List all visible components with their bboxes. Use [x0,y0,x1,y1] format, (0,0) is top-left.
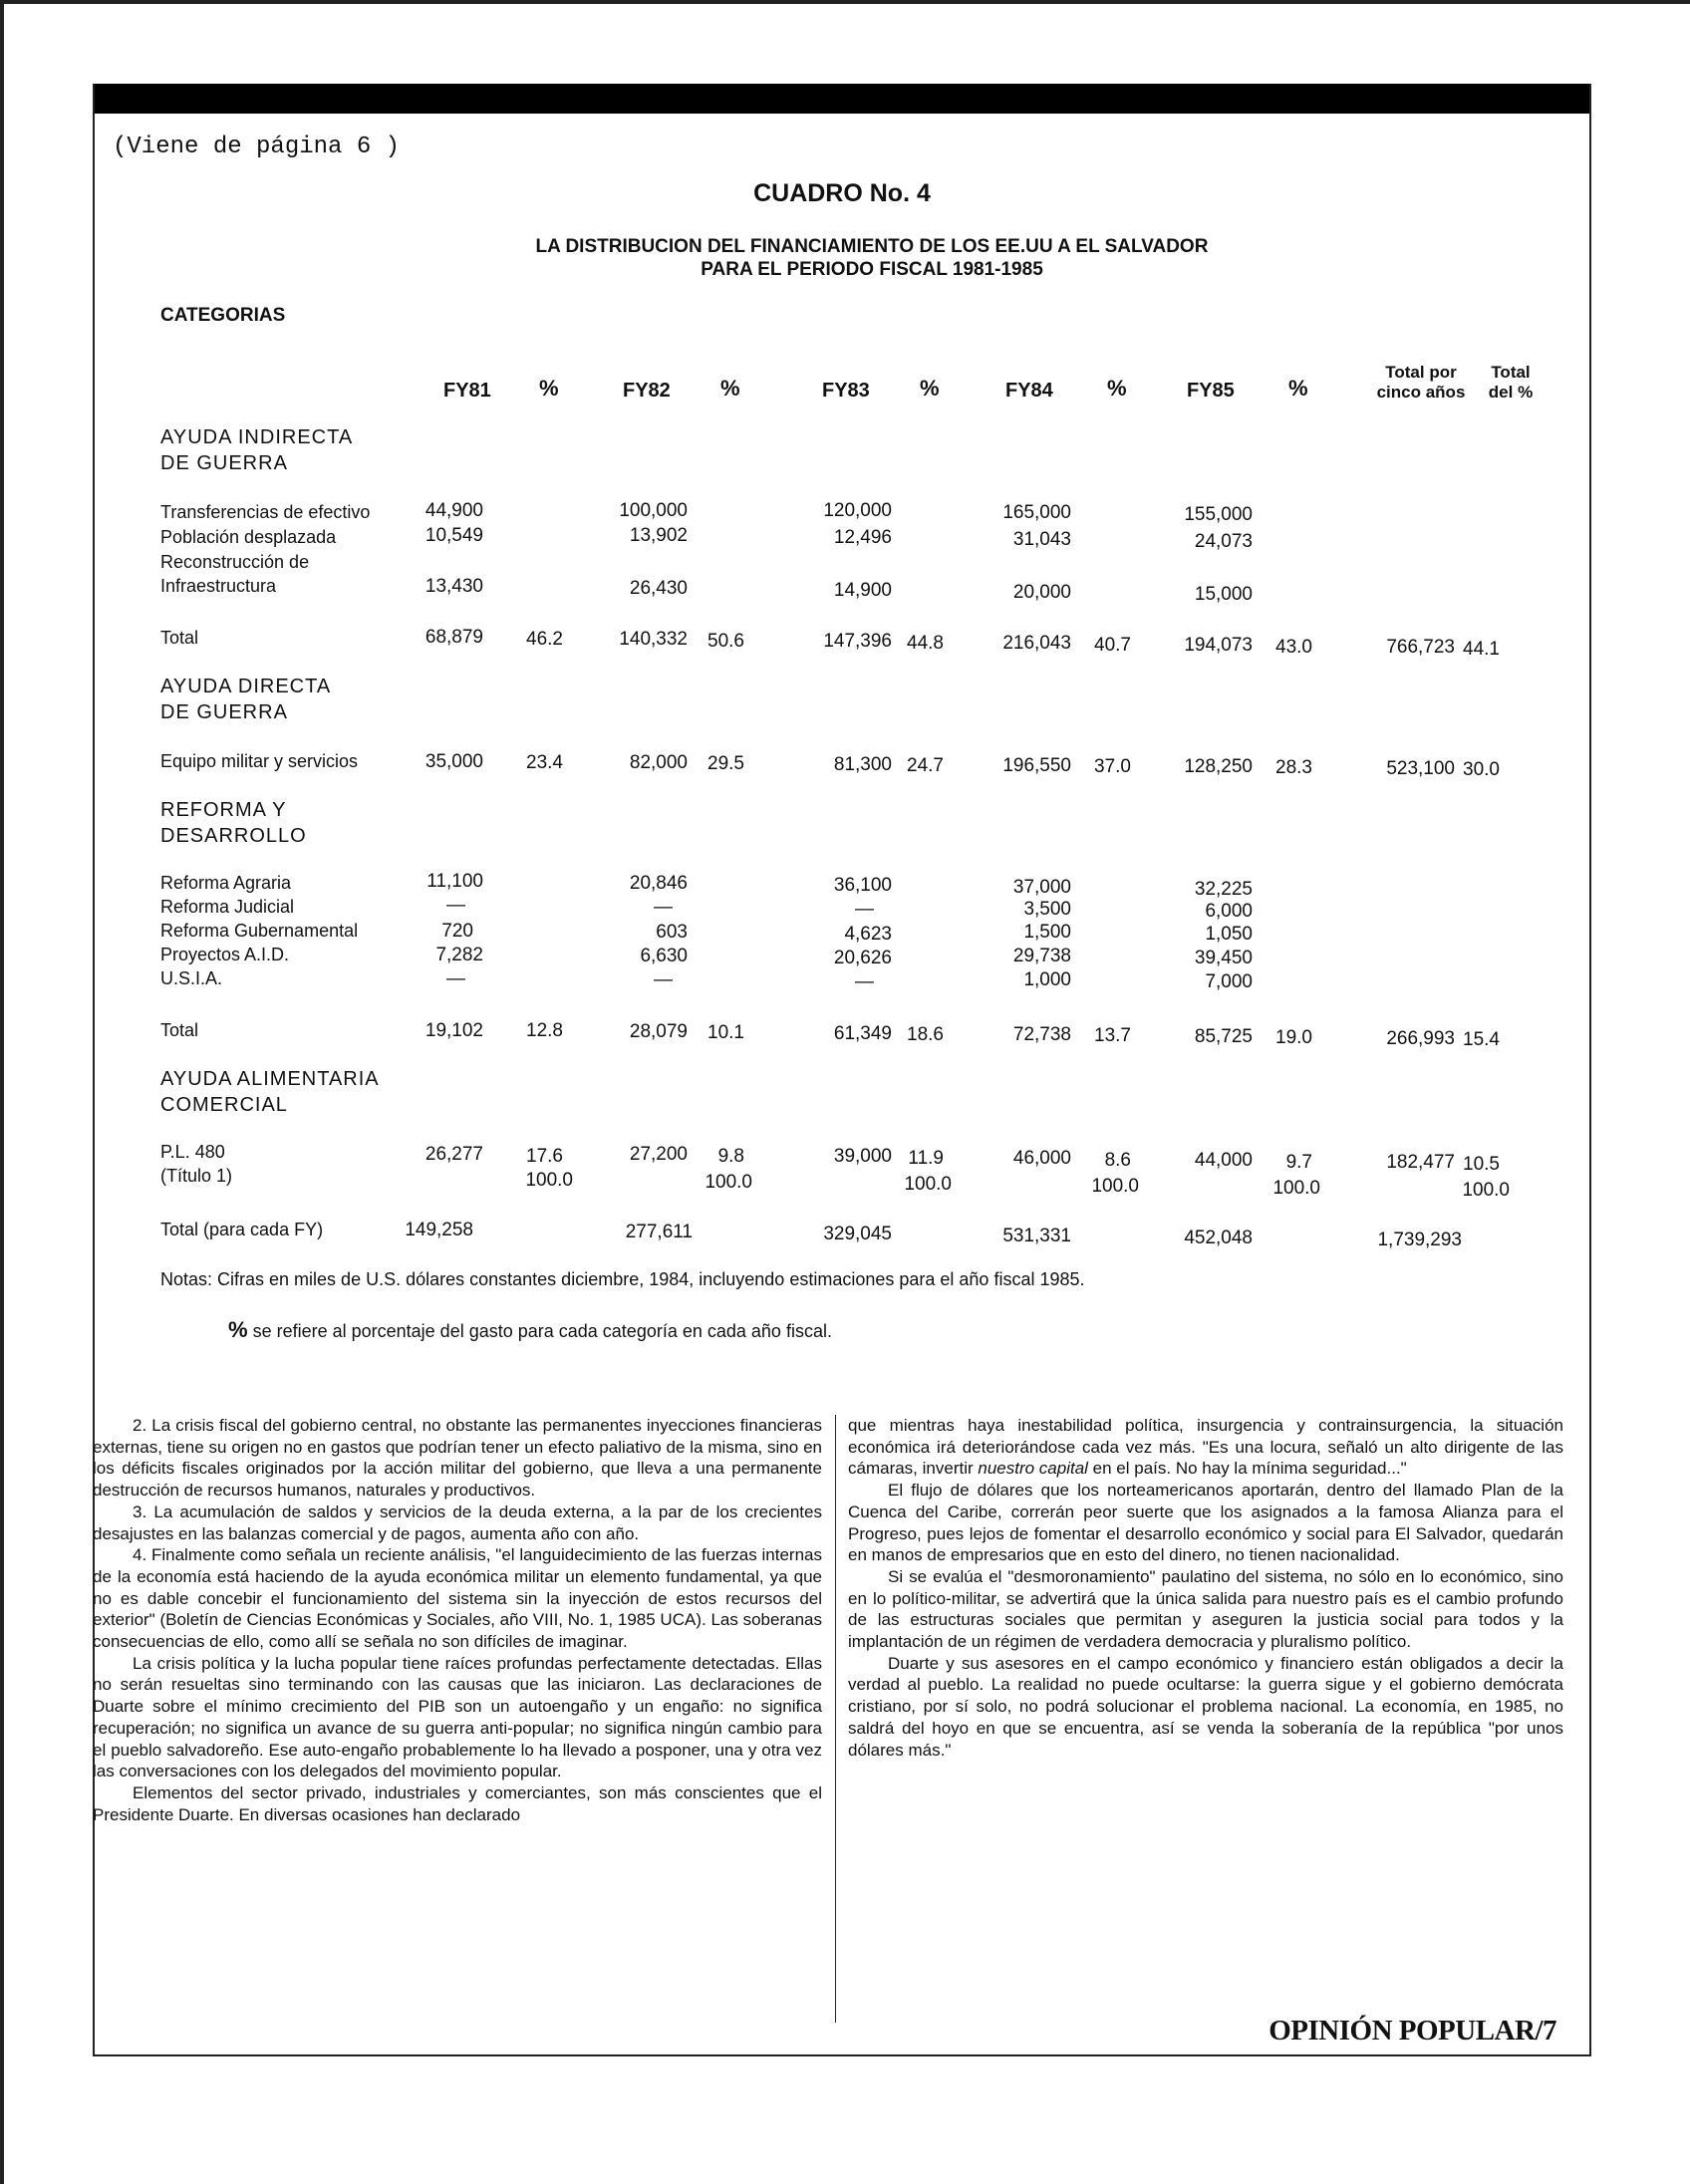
cell: 128,250 [1184,756,1253,777]
cell: 720 [441,921,473,942]
cell: 531,331 [1002,1226,1071,1246]
cell-pct: 46.2 [526,629,563,650]
cell: 140,332 [619,629,688,650]
row-label-equipo: Equipo militar y servicios [160,751,359,771]
cell-pct: 17.6 [526,1146,563,1167]
cell-pct: 18.6 [907,1024,944,1045]
row-label-agraria: Reforma Agraria [160,873,292,893]
col-pct-83: % [920,376,940,401]
cell: 7,000 [1205,971,1253,992]
section-title-line: AYUDA INDIRECTA [160,426,354,448]
cell-pct: 23.4 [526,752,563,773]
subtitle-line-2: PARA EL PERIODO FISCAL 1981-1985 [701,259,1043,280]
cell: 277,611 [625,1222,693,1242]
section-title-line: REFORMA Y [160,799,287,821]
row-label-judicial: Reforma Judicial [160,897,295,917]
article-right-column [848,1415,1563,1761]
cell: 26,277 [424,1144,483,1165]
cell-total-pct: 44.1 [1463,639,1500,660]
cell: 85,725 [1194,1026,1253,1047]
table-frame [93,84,1591,2056]
cell: 1,000 [1023,969,1071,990]
cell-total: 182,477 [1386,1152,1455,1173]
cell: 603 [656,922,688,943]
cell-pct: 9.7 [1285,1152,1312,1173]
cell-pct: 50.6 [707,631,744,652]
section-title-line: AYUDA DIRECTA [160,676,332,697]
article-paragraph-first [848,1415,1563,1480]
cell: 24,073 [1194,531,1253,552]
cell-pct: 24.7 [907,755,944,776]
categorias-label: CATEGORIAS [160,305,286,326]
cell: 20,000 [1012,582,1071,603]
cell: 44,000 [1194,1150,1253,1171]
cell: 452,048 [1184,1228,1253,1248]
page-top-border [0,0,1690,4]
cell: 165,000 [1002,502,1071,523]
cell: 1,050 [1205,924,1253,945]
cell-total-pct: 30.0 [1463,759,1500,780]
cell-pct: 8.6 [1104,1150,1131,1171]
page-left-border [0,0,4,2184]
cell: 120,000 [823,500,892,521]
row-label-line: Infraestructura [160,576,277,596]
col-fy81: FY81 [443,380,491,402]
cell: 19,102 [424,1020,483,1041]
article-text: en el país. No hay la mínima seguridad..." [1087,1459,1407,1479]
cell-total: 266,993 [1386,1028,1455,1049]
cell-total-pct: 10.5 [1463,1154,1500,1175]
cell: 1,500 [1023,922,1071,943]
cell: 10,549 [424,525,483,546]
cell: 39,000 [833,1146,892,1167]
col-pct-81: % [539,376,559,401]
cell-total-pct: 15.4 [1463,1029,1500,1050]
col-pct-82: % [720,376,740,401]
cell-pct: 40.7 [1094,635,1131,656]
table-subtitle [95,235,1589,281]
cell-pct: 28.3 [1275,757,1312,778]
cell: 44,900 [424,500,483,521]
notes-line-2-text: se refiere al porcentaje del gasto para cada categoría en cada año fiscal. [252,1321,832,1341]
article-paragraph: La crisis política y la lucha popular tiene raíces profundas perfectamente detectadas. Ellas no serán resueltas sino terminando con las causas que las iniciaron. Las declaraciones de Duarte sobre el mínimo crecimiento del PIB son un autoengaño y un engaño: no significa recuperación; no significa un avance de su guerra anti-popular; no significa ningún cambio para el pueblo salvadoreño. Ese auto-engaño probablemente lo ha llevado a posponer, una y otra vez las conversaciones con los delegados del movimiento popular. [93,1653,822,1781]
row-label-line: Reconstrucción de [160,552,310,572]
cell-total: 1,739,293 [1377,1229,1462,1250]
section-alimentaria [160,1066,380,1118]
cell: 32,225 [1194,879,1253,900]
cell: — [446,895,465,916]
cell: 13,430 [424,576,483,597]
row-label-total-fy: Total (para cada FY) [160,1220,324,1239]
col-totalpct-line1: Total [1491,363,1531,382]
cell: 20,846 [629,873,688,894]
cell: 196,550 [1002,755,1071,776]
article-left-column [95,1415,822,1825]
cell: 68,879 [424,627,483,648]
col-total-pct [1476,363,1546,403]
row-label-transferencias: Transferencias de efectivo [160,502,371,522]
section-title-line: DE GUERRA [160,701,288,723]
col-total-line2: cinco años [1376,383,1466,402]
section-title-line: DESARROLLO [160,825,307,847]
cell: 7,282 [435,945,483,965]
cell-pct: 37.0 [1094,756,1131,777]
col-total-line1: Total por [1385,363,1457,382]
cell: 81,300 [833,754,892,775]
article-emphasis: nuestro capital [978,1459,1088,1479]
row-label-aid: Proyectos A.I.D. [160,945,290,964]
cell-pct-sub: 100.0 [704,1172,752,1193]
row-label-pl480 [160,1140,232,1188]
subtitle-line-1: LA DISTRIBUCION DEL FINANCIAMIENTO DE LOS EE.UU A EL SALVADOR [535,236,1209,257]
cell: 39,450 [1194,948,1253,968]
cell-pct-sub: 100.0 [1272,1178,1320,1199]
cell: 6,000 [1205,901,1253,922]
cell: 27,200 [629,1144,688,1165]
col-fy82: FY82 [623,380,671,402]
cell: 36,100 [833,875,892,896]
cell: 29,738 [1012,946,1071,966]
cell: 61,349 [833,1023,892,1044]
section-title-line: COMERCIAL [160,1094,288,1116]
cell: 6,630 [640,946,688,966]
row-label-poblacion: Población desplazada [160,527,337,547]
cell: — [855,899,874,920]
cell: — [654,897,673,918]
cell: 12,496 [833,527,892,548]
article-paragraph: Duarte y sus asesores en el campo económico y financiero están obligados a decir la verdad al pueblo. La realidad no puede ocultarse: la guerra sigue y el gobierno demócrata cristiano, por sí solo, no podrá solucionar el problema nacional. La economía, en 1985, no saldrá del hoyo en que se encuentra, así se venda la soberanía de la república "por unos dólares más." [848,1653,1563,1760]
article-paragraph: 4. Finalmente como señala un reciente análisis, "el languidecimiento de las fuerzas internas de la economía está haciendo de la ayuda económica militar un elemento fundamental, ya que no es dable concebir el funcionamiento del sistema sin la inyección de estos recursos del exterior" (Boletín de Ciencias Económicas y Sociales, año VIII, No. 1, 1985 UCA). Las soberanas consecuencias de ello, como allí se señala no son difíciles de imaginar. [93,1545,822,1652]
col-pct-84: % [1107,376,1127,401]
cell: 82,000 [629,752,688,773]
cell: 4,623 [844,924,892,945]
cell: 3,500 [1023,899,1071,920]
cell-total-pct-sub: 100.0 [1462,1180,1510,1201]
cell: 194,073 [1184,635,1253,656]
cell-pct: 13.7 [1094,1025,1131,1046]
table-title: CUADRO No. 4 [753,179,931,207]
article-paragraph: 3. La acumulación de saldos y servicios de la deuda externa, a la par de los crecientes desajustes en las balanzas comercial y de pagos, aumenta año con año. [93,1502,822,1543]
row-label-line: (Título 1) [160,1166,233,1186]
cell-pct: 9.8 [717,1146,744,1167]
continuation-note: (Viene de página 6 ) [113,134,401,160]
cell: 13,902 [629,525,688,546]
cell-pct-sub: 100.0 [525,1170,573,1191]
article-paragraph: El flujo de dólares que los norteamericanos aportarán, dentro del llamado Plan de la Cuenca del Caribe, correrán peor suerte que los asignados a la famosa Alianza para el Progreso, pues lejos de fomentar el desarrollo económico y social para El Salvador, quedarán en manos de empresarios que en esto del dinero, no tienen nacionalidad. [848,1481,1563,1565]
cell: 72,738 [1012,1024,1071,1045]
section-directa [160,674,331,725]
cell: 329,045 [823,1224,892,1244]
col-total-cinco [1366,363,1476,403]
row-label-total-reforma: Total [160,1020,199,1040]
cell: 26,430 [629,578,688,599]
row-label-total-indirecta: Total [160,628,199,648]
section-title-line: AYUDA ALIMENTARIA [160,1068,380,1090]
col-pct-85: % [1288,376,1308,401]
cell: 11,100 [426,871,483,892]
section-title-line: DE GUERRA [160,452,288,474]
cell-pct: 44.8 [907,633,944,654]
article-paragraph: 2. La crisis fiscal del gobierno central, no obstante las permanentes inyecciones financieras externas, tiene su origen no en gastos que podrían tener un efecto paliativo de la misma, sino en los déficits fiscales originados por la acción militar del gobierno, que lleva a una permanente destrucción de recursos humanos, naturales y productivos. [93,1416,822,1501]
cell: 31,043 [1012,529,1071,550]
row-label-line: P.L. 480 [160,1142,225,1162]
cell-pct: 29.5 [707,753,744,774]
column-divider [835,1415,836,2023]
cell: 28,079 [629,1021,688,1042]
cell: 35,000 [424,751,483,772]
cell: — [446,968,465,989]
article-text: que mientras haya inestabilidad política, insurgencia y contrainsurgencia, la situación económica irá deteriorándose cada vez más. "Es una locura, señaló un alto dirigente de las cámaras, invertir [848,1416,1563,1479]
cell: 46,000 [1012,1148,1071,1169]
article-paragraph: Si se evalúa el "desmoronamiento" paulatino del sistema, no sólo en lo económico, sino en lo político-militar, se advertirá que la única salida para nuestro país es el cambio profundo de las estructuras sociales que permitan y aseguren la justicia social para todos y la implantación de un régimen de verdadera democracia y pluralismo político. [848,1566,1563,1652]
cell-pct: 11.9 [908,1148,944,1169]
cell-pct: 12.8 [526,1020,563,1041]
pct-symbol: % [228,1317,248,1342]
cell-total: 523,100 [1386,758,1455,779]
col-totalpct-line2: del % [1488,383,1534,402]
cell: — [855,971,874,992]
cell-pct-sub: 100.0 [1091,1176,1139,1197]
page-footer: OPINIÓN POPULAR/7 [1268,2015,1556,2047]
cell-pct: 43.0 [1275,637,1312,658]
cell-pct: 19.0 [1275,1027,1312,1048]
cell: 15,000 [1194,584,1253,605]
col-fy83: FY83 [822,380,870,402]
section-reforma [160,797,307,849]
cell: 149,258 [405,1220,473,1240]
row-label-gubernamental: Reforma Gubernamental [160,921,359,941]
cell: — [654,969,673,990]
cell: 14,900 [833,580,892,601]
cell-pct: 10.1 [707,1022,744,1043]
cell: 20,626 [833,948,892,968]
cell: 147,396 [823,631,892,652]
cell: 216,043 [1002,633,1071,654]
notes-line-2 [228,1317,832,1343]
cell-total: 766,723 [1386,637,1455,658]
cell-pct-sub: 100.0 [904,1174,952,1195]
col-fy85: FY85 [1187,380,1235,402]
row-label-usia: U.S.I.A. [160,968,223,988]
row-label-reconstruccion [160,550,309,598]
col-fy84: FY84 [1005,380,1053,402]
header-band [95,84,1589,114]
cell: 100,000 [619,500,688,521]
article-left-wrap [93,1415,822,1825]
cell: 37,000 [1012,877,1071,898]
cell: 155,000 [1184,504,1253,525]
section-indirecta [160,424,353,476]
notes-line-1: Notas: Cifras en miles de U.S. dólares constantes diciembre, 1984, incluyendo estimaciones para el año fiscal 1985. [160,1269,1085,1289]
article-paragraph: Elementos del sector privado, industriales y comerciantes, son más conscientes que el Presidente Duarte. En diversas ocasiones han declarado [93,1782,822,1824]
